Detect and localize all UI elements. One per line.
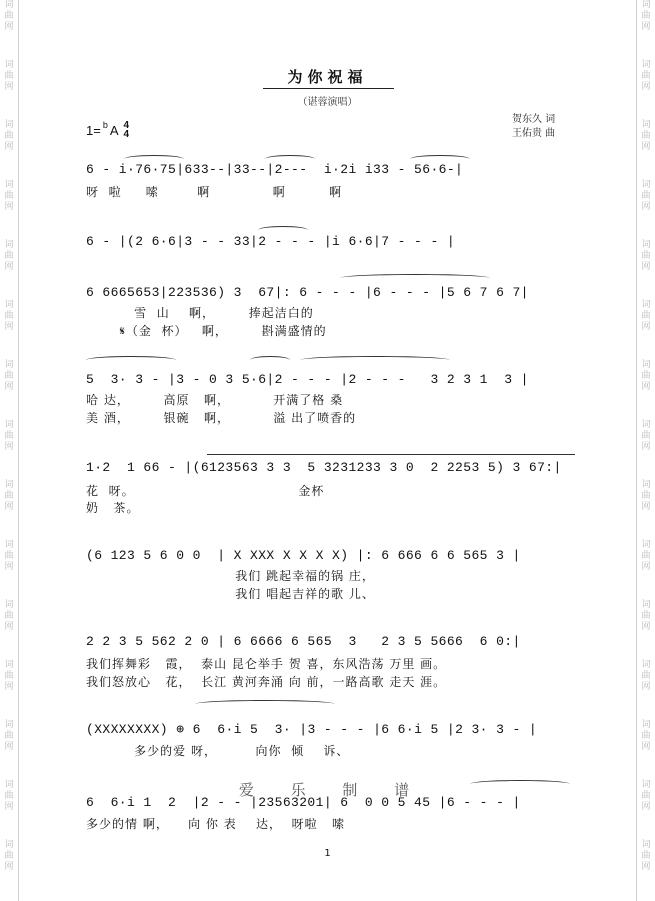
watermark-char: 曲 xyxy=(641,551,651,561)
lyrics-line-3b: 𝄋（金 杯） 啊， 斟满盛情的 xyxy=(86,324,327,338)
watermark-char: 网 xyxy=(4,262,14,272)
slur xyxy=(250,356,290,364)
watermark-char: 曲 xyxy=(641,731,651,741)
watermark-char: 网 xyxy=(641,682,651,692)
lyrics-line-6a: 我们 跳起幸福的锅 庄， xyxy=(86,569,375,583)
notation-line-9: 6 6·i 1 2 |2 - - |23563201| 6 0 0 5 45 |6 - - - | xyxy=(86,795,521,810)
lyrics-line-1: 呀 啦 嗦 啊 啊 啊 xyxy=(86,185,343,199)
notation-line-4: 5 3· 3 - |3 - 0 3 5·6|2 - - - |2 - - - 3 2 3 1 3 | xyxy=(86,372,529,387)
watermark-char: 曲 xyxy=(641,431,651,441)
watermark-group xyxy=(641,480,650,513)
lyricist-credit: 贺东久 词 xyxy=(512,114,556,125)
watermark-group xyxy=(641,300,650,333)
slur xyxy=(300,356,450,364)
watermark-group xyxy=(4,420,13,453)
watermark-char: 词 xyxy=(4,300,14,310)
watermark-group xyxy=(641,600,650,633)
watermark-char: 曲 xyxy=(4,431,14,441)
watermark-char: 曲 xyxy=(4,311,14,321)
watermark-char: 网 xyxy=(641,502,651,512)
watermark-char: 词 xyxy=(4,180,14,190)
watermark-char: 曲 xyxy=(641,71,651,81)
watermark-group xyxy=(4,480,13,513)
watermark-char: 曲 xyxy=(4,851,14,861)
watermark-group xyxy=(641,780,650,813)
watermark-char: 网 xyxy=(641,742,651,752)
watermark-char: 网 xyxy=(641,142,651,152)
watermark-char: 网 xyxy=(641,442,651,452)
watermark-group xyxy=(641,540,650,573)
notation-line-5: 1·2 1 66 - |(6123563 3 3 5 3231233 3 0 2 2253 5) 3 67:| xyxy=(86,460,562,475)
left-watermark-strip xyxy=(0,0,19,901)
watermark-char: 词 xyxy=(641,120,651,130)
lyrics-line-3a: 雪 山 啊， 捧起洁白的 xyxy=(86,306,314,320)
notation-line-8: (XXXXXXXX) ⊕ 6 6·i 5 3· |3 - - - |6 6·i 5 |2 3· 3 - | xyxy=(86,722,538,737)
arranger-watermark: 爱 乐 制 谱 xyxy=(238,781,426,799)
watermark-char: 曲 xyxy=(4,191,14,201)
time-signature xyxy=(124,121,130,139)
notation-line-6: (6 123 5 6 0 0 | X XXX X X X X) |: 6 666 6 6 565 3 | xyxy=(86,548,521,563)
right-watermark-strip xyxy=(636,0,655,901)
song-title: 为你祝福 xyxy=(287,68,368,86)
watermark-char: 网 xyxy=(4,22,14,32)
watermark-group xyxy=(641,720,650,753)
watermark-char: 网 xyxy=(641,562,651,572)
watermark-char: 曲 xyxy=(4,731,14,741)
lyrics-line-7a: 我们挥舞彩 霞， 泰山 昆仑举手 贺 喜，东风浩荡 万里 画。 xyxy=(86,657,447,671)
watermark-char: 网 xyxy=(641,82,651,92)
lyrics-line-9: 多少的情 啊， 向 你 表 达， 呀啦 嗦 xyxy=(86,817,346,831)
watermark-group xyxy=(4,600,13,633)
watermark-char: 曲 xyxy=(4,251,14,261)
watermark-char: 词 xyxy=(641,780,651,790)
lyrics-line-4a: 哈 达， 高原 啊， 开满了格 桑 xyxy=(86,393,344,407)
watermark-char: 网 xyxy=(4,442,14,452)
watermark-group xyxy=(641,360,650,393)
watermark-char: 网 xyxy=(4,382,14,392)
watermark-char: 网 xyxy=(4,82,14,92)
key-prefix: 1= xyxy=(86,122,101,138)
watermark-char: 曲 xyxy=(641,671,651,681)
slur xyxy=(86,356,176,364)
watermark-char: 词 xyxy=(641,720,651,730)
notation-line-3: 6 6665653|223536) 3 67|: 6 - - - |6 - - - |5 6 7 6 7| xyxy=(86,285,529,300)
watermark-char: 曲 xyxy=(641,191,651,201)
watermark-char: 词 xyxy=(4,0,14,10)
lyrics-line-4b: 美 酒， 银碗 啊， 溢 出了喷香的 xyxy=(86,411,357,425)
watermark-char: 曲 xyxy=(641,251,651,261)
watermark-char: 词 xyxy=(641,60,651,70)
watermark-char: 曲 xyxy=(4,371,14,381)
watermark-char: 曲 xyxy=(641,791,651,801)
watermark-char: 词 xyxy=(641,480,651,490)
watermark-char: 词 xyxy=(4,540,14,550)
watermark-char: 网 xyxy=(641,22,651,32)
watermark-char: 曲 xyxy=(641,131,651,141)
watermark-char: 网 xyxy=(4,742,14,752)
key-note: A xyxy=(109,122,119,138)
watermark-char: 网 xyxy=(4,142,14,152)
watermark-char: 曲 xyxy=(4,11,14,21)
volta-bracket xyxy=(207,454,575,455)
lyrics-line-8: 多少的爱 呀， 向你 倾 诉、 xyxy=(86,744,350,758)
watermark-char: 网 xyxy=(641,862,651,872)
watermark-char: 词 xyxy=(641,360,651,370)
watermark-char: 词 xyxy=(641,660,651,670)
watermark-char: 网 xyxy=(4,682,14,692)
watermark-char: 曲 xyxy=(641,851,651,861)
watermark-char: 曲 xyxy=(641,611,651,621)
watermark-char: 曲 xyxy=(4,491,14,501)
watermark-char: 网 xyxy=(4,322,14,332)
watermark-char: 网 xyxy=(4,802,14,812)
watermark-char: 词 xyxy=(641,600,651,610)
watermark-char: 曲 xyxy=(641,371,651,381)
watermark-char: 词 xyxy=(641,840,651,850)
watermark-char: 网 xyxy=(641,262,651,272)
watermark-char: 曲 xyxy=(4,611,14,621)
watermark-char: 词 xyxy=(4,840,14,850)
key-signature xyxy=(86,121,129,139)
watermark-group xyxy=(4,0,13,33)
slur xyxy=(470,780,570,788)
page-number: 1 xyxy=(324,848,331,859)
watermark-group xyxy=(4,300,13,333)
watermark-char: 网 xyxy=(641,202,651,212)
watermark-group xyxy=(641,240,650,273)
watermark-char: 曲 xyxy=(641,311,651,321)
slur xyxy=(258,226,308,234)
watermark-char: 词 xyxy=(641,240,651,250)
watermark-char: 曲 xyxy=(641,491,651,501)
watermark-char: 词 xyxy=(4,660,14,670)
watermark-char: 网 xyxy=(4,562,14,572)
watermark-group xyxy=(4,240,13,273)
watermark-char: 词 xyxy=(4,360,14,370)
watermark-char: 词 xyxy=(641,540,651,550)
watermark-group xyxy=(641,420,650,453)
notation-line-7: 2 2 3 5 562 2 0 | 6 6666 6 565 3 2 3 5 5666 6 0:| xyxy=(86,634,521,649)
watermark-char: 网 xyxy=(641,622,651,632)
slur xyxy=(195,700,335,708)
lyrics-line-5a: 花 呀。 金杯 xyxy=(86,484,325,498)
watermark-char: 词 xyxy=(4,240,14,250)
watermark-group xyxy=(4,660,13,693)
watermark-group xyxy=(641,660,650,693)
watermark-char: 曲 xyxy=(641,11,651,21)
watermark-char: 网 xyxy=(4,502,14,512)
watermark-char: 词 xyxy=(4,780,14,790)
title-underline xyxy=(263,88,394,89)
watermark-char: 词 xyxy=(4,720,14,730)
watermark-char: 曲 xyxy=(4,791,14,801)
watermark-char: 网 xyxy=(4,862,14,872)
watermark-char: 网 xyxy=(4,202,14,212)
notation-line-1: 6 - i·76·75|633--|33--|2--- i·2i i33 - 56·6-| xyxy=(86,162,464,177)
watermark-char: 曲 xyxy=(4,551,14,561)
watermark-char: 词 xyxy=(641,0,651,10)
watermark-char: 词 xyxy=(641,420,651,430)
watermark-group xyxy=(641,120,650,153)
time-top: 4 xyxy=(123,120,130,131)
watermark-char: 网 xyxy=(641,382,651,392)
watermark-group xyxy=(4,540,13,573)
watermark-char: 网 xyxy=(641,322,651,332)
watermark-group xyxy=(4,120,13,153)
lyrics-line-5b: 奶 茶。 xyxy=(86,501,140,515)
watermark-char: 曲 xyxy=(4,71,14,81)
watermark-char: 词 xyxy=(4,480,14,490)
watermark-group xyxy=(4,720,13,753)
watermark-char: 词 xyxy=(4,60,14,70)
watermark-group xyxy=(4,180,13,213)
watermark-char: 曲 xyxy=(4,131,14,141)
watermark-group xyxy=(4,360,13,393)
watermark-char: 网 xyxy=(4,622,14,632)
watermark-char: 词 xyxy=(4,600,14,610)
song-subtitle: （谌蓉演唱） xyxy=(297,97,358,108)
lyrics-line-7b: 我们怒放心 花， 长江 黄河奔涌 向 前，一路高歌 走天 涯。 xyxy=(86,675,447,689)
notation-line-2: 6 - |(2 6·6|3 - - 33|2 - - - |i 6·6|7 - - - | xyxy=(86,234,456,249)
watermark-char: 网 xyxy=(641,802,651,812)
watermark-char: 曲 xyxy=(4,671,14,681)
lyrics-line-6b: 我们 唱起吉祥的歌 儿、 xyxy=(86,587,375,601)
watermark-char: 词 xyxy=(641,300,651,310)
time-bottom: 4 xyxy=(123,129,130,140)
watermark-group xyxy=(641,0,650,33)
watermark-group xyxy=(4,780,13,813)
slur xyxy=(340,274,490,282)
watermark-char: 词 xyxy=(4,120,14,130)
watermark-group xyxy=(641,180,650,213)
watermark-char: 词 xyxy=(641,180,651,190)
composer-credit: 王佑贵 曲 xyxy=(512,128,556,139)
flat-sign: b xyxy=(102,120,108,130)
watermark-char: 词 xyxy=(4,420,14,430)
